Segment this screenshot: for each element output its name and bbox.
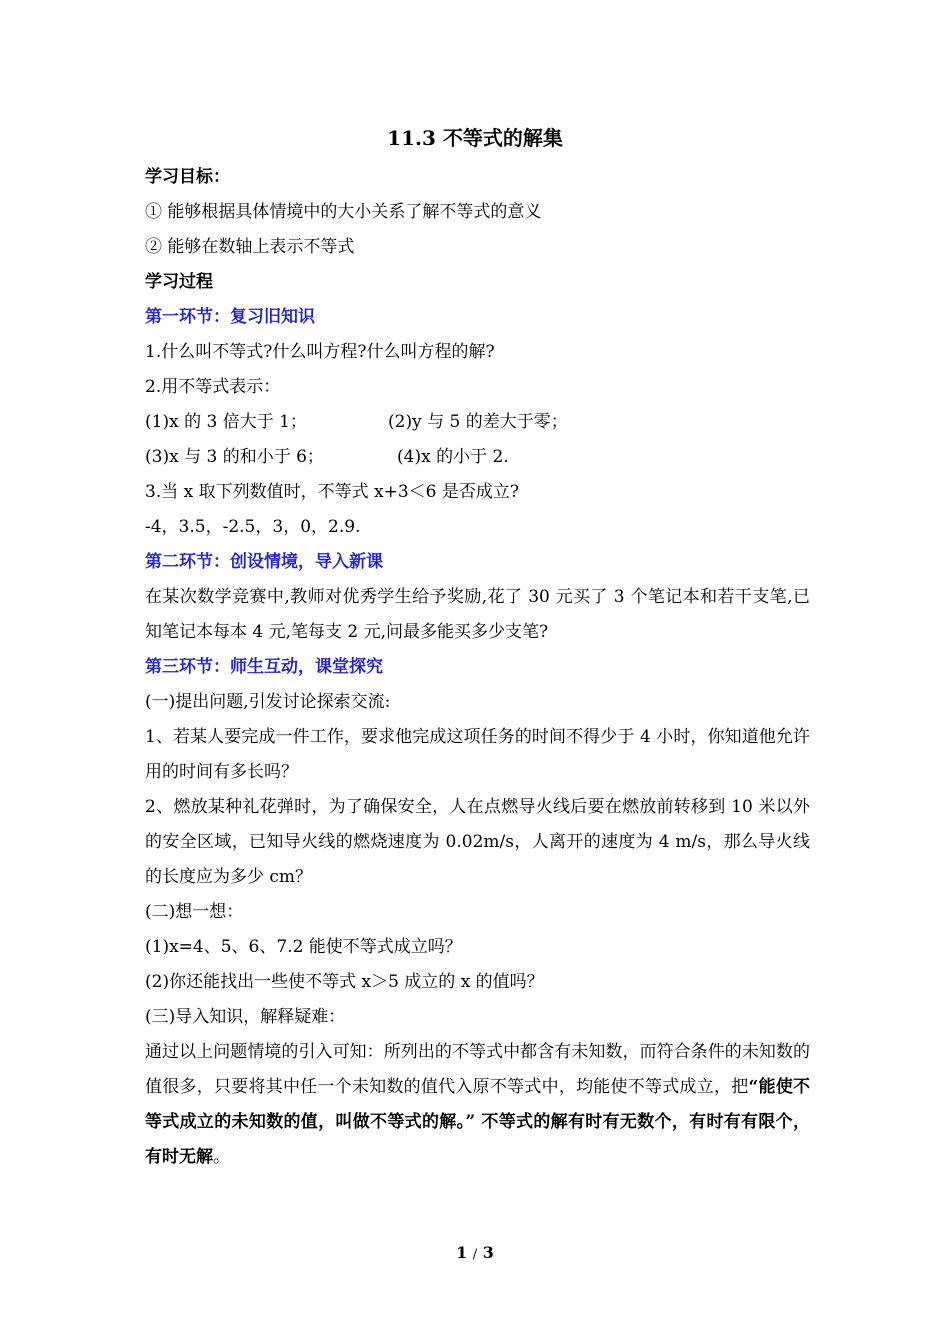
question-2: 2.用不等式表示： — [145, 377, 281, 397]
conclusion-end: 。 — [213, 1147, 230, 1167]
total-pages: 3 — [482, 1243, 494, 1262]
problem-1: 1、若某人要完成一件工作，要求他完成这项任务的时间不得少于 4 小时，你知道他允许用的时间有多长吗？ — [145, 727, 810, 782]
question-2-item-3: (3)x 与 3 的和小于 6； — [145, 447, 324, 467]
question-2-item-1: (1)x 的 3 倍大于 1； — [145, 412, 307, 432]
part2-heading: (二)想一想： — [145, 902, 244, 922]
process-heading: 学习过程 — [145, 272, 213, 292]
conclusion-text: 通过以上问题情境的引入可知：所列出的不等式中都含有未知数，而符合条件的未知数的值很多，只要将其中任一个未知数的值代入原不等式中，均能使不等式成立，把 — [145, 1042, 810, 1097]
section2-heading: 第二环节：创设情境，导入新课 — [145, 552, 383, 572]
question-1: 1.什么叫不等式?什么叫方程?什么叫方程的解? — [145, 342, 495, 362]
document-body — [145, 160, 810, 1175]
goals-heading: 学习目标： — [145, 167, 230, 187]
think-1: (1)x=4、5、6、7.2 能使不等式成立吗？ — [145, 937, 462, 957]
question-2-row-2 — [145, 440, 810, 475]
goal-1: ① 能够根据具体情境中的大小关系了解不等式的意义 — [145, 202, 542, 222]
current-page: 1 — [456, 1243, 468, 1262]
question-2-item-4: (4)x 的小于 2. — [397, 447, 509, 467]
section3-heading: 第三环节：师生互动，课堂探究 — [145, 657, 383, 677]
page-number — [0, 1243, 950, 1262]
conclusion-definition: “能使不等式成立的未知数的值，叫做不等式的解。” 不等式的解有时有无数个，有时有有限个，有时无解 — [145, 1077, 811, 1167]
question-2-item-2: (2)y 与 5 的差大于零； — [388, 412, 568, 432]
page-separator: / — [472, 1247, 478, 1262]
page-title: 11.3 不等式的解集 — [387, 126, 563, 150]
question-3: 3.当 x 取下列数值时，不等式 x+3＜6 是否成立? — [145, 482, 519, 502]
section2-text: 在某次数学竞赛中,教师对优秀学生给予奖励,花了 30 元买了 3 个笔记本和若干支笔,已知笔记本每本 4 元,笔每支 2 元,问最多能买多少支笔? — [145, 587, 810, 642]
problem-2: 2、燃放某种礼花弹时，为了确保安全，人在点燃导火线后要在燃放前转移到 10 米以外的安全区域，已知导火线的燃烧速度为 0.02m/s，人离开的速度为 4 m/s，那么导火线的长度应为多少 cm？ — [145, 797, 810, 887]
goal-2: ② 能够在数轴上表示不等式 — [145, 237, 355, 257]
question-2-row-1 — [145, 405, 810, 440]
part1-heading: (一)提出问题,引发讨论探索交流: — [145, 692, 391, 712]
think-2: (2)你还能找出一些使不等式 x＞5 成立的 x 的值吗？ — [145, 972, 544, 992]
part3-heading: (三)导入知识，解释疑难： — [145, 1007, 346, 1027]
section1-heading: 第一环节：复习旧知识 — [145, 307, 315, 327]
question-3-values: -4，3.5，-2.5，3，0，2.9. — [145, 517, 361, 537]
conclusion-paragraph — [145, 1035, 810, 1175]
